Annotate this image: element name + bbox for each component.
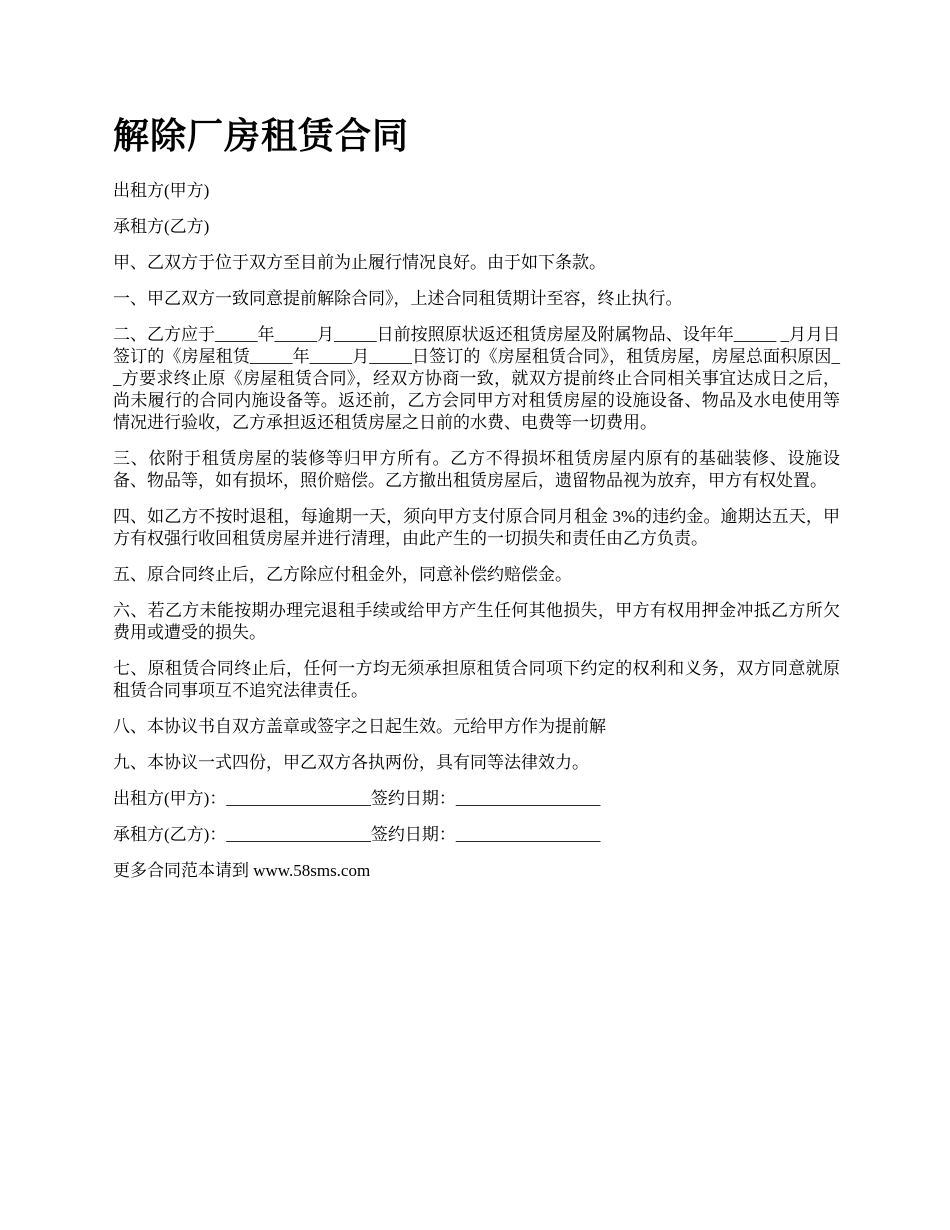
document-page (113, 112, 840, 896)
clause-2: 二、乙方应于_____年_____月_____日前按照原状返还租赁房屋及附属物品、设年年_____ _月月日签订的《房屋租赁_____年_____月_____日签订的《房屋租赁合同》，租赁房屋，房屋总面积原因__方要求终止原《房屋租赁合同》，经双方协商一致，就双方提前终止合同相关事宜达成日之后，尚未履行的合同内施设备等。返还前，乙方会同甲方对租赁房屋的设施设备、物品及水电使用等情况进行验收，乙方承担返还租赁房屋之日前的水费、电费等一切费用。 (113, 325, 840, 432)
clause-6: 六、若乙方未能按期办理完退租手续或给甲方产生任何其他损失，甲方有权用押金冲抵乙方所欠费用或遭受的损失。 (113, 601, 840, 642)
clause-8: 八、本协议书自双方盖章或签字之日起生效。元给甲方作为提前解 (113, 717, 606, 736)
clause-9: 九、本协议一式四份，甲乙双方各执两份，具有同等法律效力。 (113, 753, 589, 772)
clause-7: 七、原租赁合同终止后，任何一方均无须承担原租赁合同项下约定的权利和义务，双方同意就原租赁合同事项互不追究法律责任。 (113, 659, 840, 700)
clause-4: 四、如乙方不按时退租，每逾期一天，须向甲方支付原合同月租金 3%的违约金。逾期达五天，甲方有权强行收回租赁房屋并进行清理，由此产生的一切损失和责任由乙方负责。 (113, 507, 840, 548)
footer-note: 更多合同范本请到 www.58sms.com (113, 861, 371, 880)
lessee-signature-line: 承租方(乙方)：_________________签约日期：_________________ (113, 825, 601, 844)
clause-5: 五、原合同终止后，乙方除应付租金外，同意补偿约赔偿金。 (113, 565, 572, 584)
lessor-signature-line: 出租方(甲方)：_________________签约日期：_________________ (113, 789, 601, 808)
clause-3: 三、依附于租赁房屋的装修等归甲方所有。乙方不得损坏租赁房屋内原有的基础装修、设施设备、物品等，如有损坏，照价赔偿。乙方撤出租赁房屋后，遗留物品视为放弃，甲方有权处置。 (113, 449, 840, 490)
preamble-paragraph: 甲、乙双方于位于双方至目前为止履行情况良好。由于如下条款。 (113, 253, 606, 272)
lessor-line: 出租方(甲方) (113, 181, 210, 200)
lessee-line: 承租方(乙方) (113, 217, 210, 236)
clause-1: 一、甲乙双方一致同意提前解除合同》，上述合同租赁期计至容，终止执行。 (113, 289, 683, 308)
document-title: 解除厂房租赁合同 (113, 116, 410, 156)
